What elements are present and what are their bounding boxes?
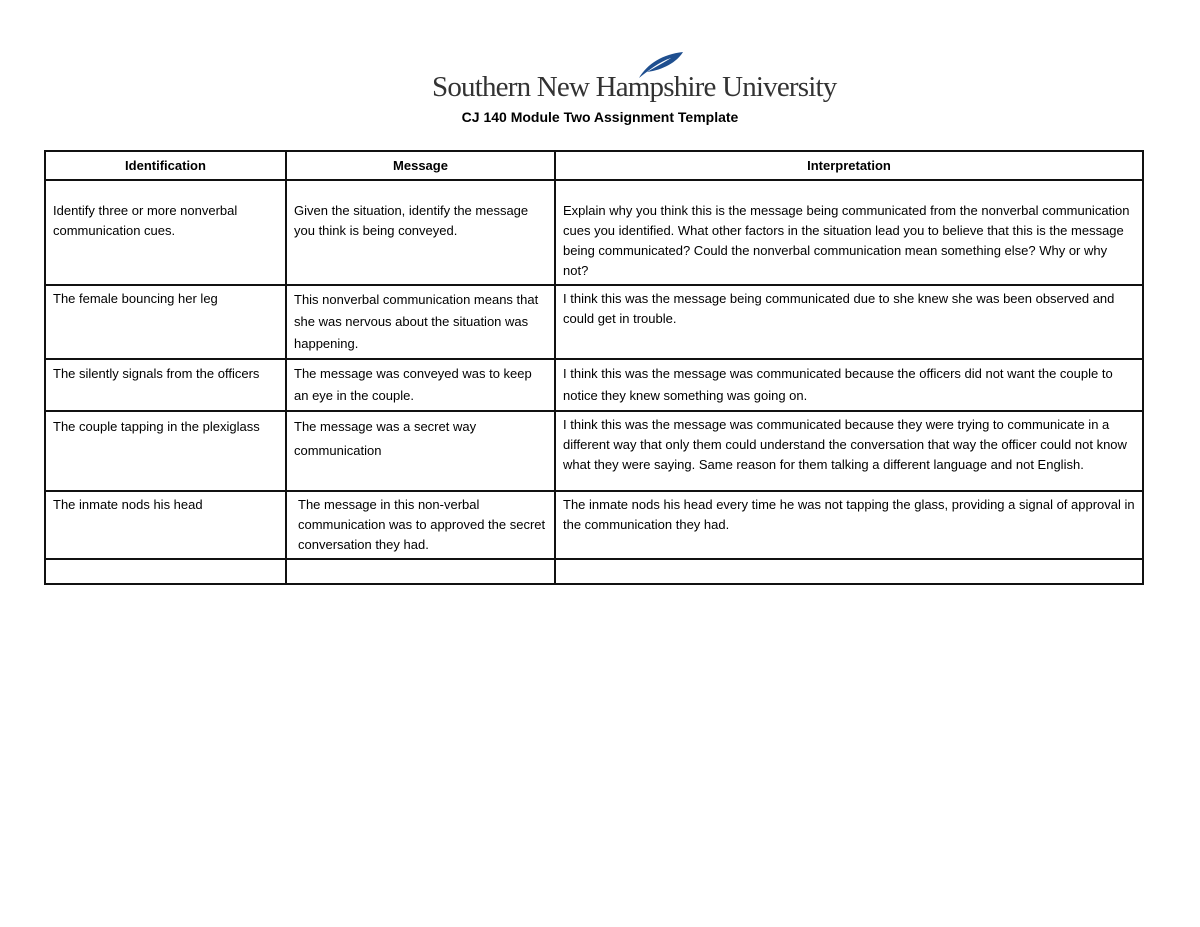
assignment-table xyxy=(44,150,1144,585)
header-message: Message xyxy=(286,151,555,180)
cell-identification[interactable]: The female bouncing her leg xyxy=(45,285,286,359)
cell-identification[interactable]: The inmate nods his head xyxy=(45,491,286,559)
cell-interpretation[interactable] xyxy=(555,559,1143,584)
cell-interpretation[interactable]: I think this was the message was communicated because the officers did not want the couple to notice they knew something was going on. xyxy=(555,359,1143,411)
instruction-interpretation: Explain why you think this is the message being communicated from the nonverbal communication cues you identified. What other factors in the situation lead you to believe that this is the message being communicated? Could the nonverbal communication mean something else? Why or why not? xyxy=(555,180,1143,285)
cell-identification[interactable]: The couple tapping in the plexiglass xyxy=(45,411,286,491)
cell-message[interactable]: The message in this non-verbal communication was to approved the secret conversation they had. xyxy=(286,491,555,559)
cell-interpretation[interactable]: The inmate nods his head every time he was not tapping the glass, providing a signal of approval in the communication they had. xyxy=(555,491,1143,559)
table-row xyxy=(45,285,1143,359)
cell-message[interactable]: This nonverbal communication means that she was nervous about the situation was happening. xyxy=(286,285,555,359)
cell-message[interactable] xyxy=(286,559,555,584)
cell-message[interactable]: The message was a secret way communication xyxy=(286,411,555,491)
page-title: CJ 140 Module Two Assignment Template xyxy=(461,109,739,125)
cell-identification[interactable]: The silently signals from the officers xyxy=(45,359,286,411)
university-logo xyxy=(432,50,837,104)
table-row xyxy=(45,559,1143,584)
table-row xyxy=(45,411,1143,491)
instruction-row xyxy=(45,180,1143,285)
logo-text: Southern New Hampshire University xyxy=(432,71,837,103)
cell-identification[interactable] xyxy=(45,559,286,584)
cell-interpretation[interactable]: I think this was the message was communicated because they were trying to communicate in a different way that only them could understand the conversation that way the officer could not know what they were saying. Same reason for them talking a different language and not English. xyxy=(555,411,1143,491)
table-row xyxy=(45,491,1143,559)
header-row xyxy=(45,151,1143,180)
instruction-identification: Identify three or more nonverbal communication cues. xyxy=(45,180,286,285)
table-row xyxy=(45,359,1143,411)
header-interpretation: Interpretation xyxy=(555,151,1143,180)
cell-message[interactable]: The message was conveyed was to keep an eye in the couple. xyxy=(286,359,555,411)
instruction-message: Given the situation, identify the message you think is being conveyed. xyxy=(286,180,555,285)
cell-interpretation[interactable]: I think this was the message being communicated due to she knew she was been observed and could get in trouble. xyxy=(555,285,1143,359)
header-identification: Identification xyxy=(45,151,286,180)
